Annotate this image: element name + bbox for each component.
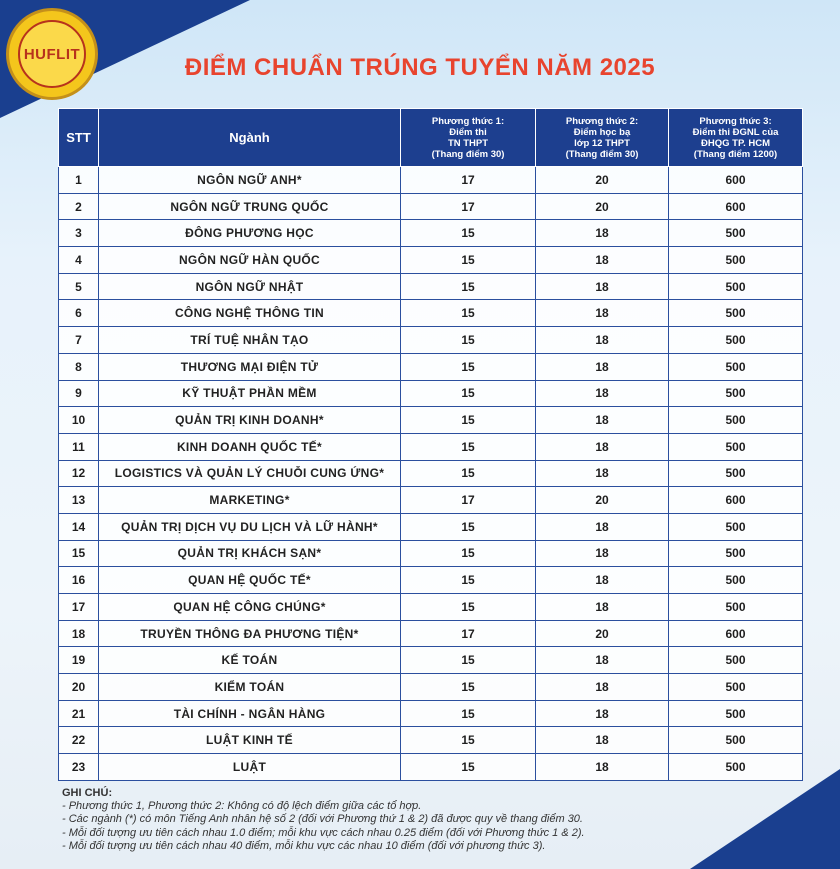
header-pt1-line: Phương thức 1: — [431, 115, 505, 127]
note-item: - Mỗi đối tượng ưu tiên cách nhau 1.0 điểm; mỗi khu vực cách nhau 0.25 điểm (đối với Phương thức 1 & 2). — [62, 826, 585, 839]
stt-cell: 20 — [59, 674, 99, 701]
nganh-cell: QUAN HỆ QUỐC TẾ* — [99, 567, 401, 594]
stt-cell: 19 — [59, 647, 99, 674]
nganh-cell: QUẢN TRỊ DỊCH VỤ DU LỊCH VÀ LỮ HÀNH* — [99, 513, 401, 540]
pt3-cell: 500 — [669, 380, 803, 407]
table-row — [59, 167, 803, 194]
nganh-cell: NGÔN NGỮ HÀN QUỐC — [99, 247, 401, 274]
pt2-cell: 18 — [536, 754, 669, 781]
table-row — [59, 300, 803, 327]
header-pt1-line: Điểm thi — [449, 126, 487, 138]
table-body — [59, 167, 803, 781]
pt2-cell: 18 — [536, 273, 669, 300]
pt3-cell: 500 — [669, 567, 803, 594]
pt2-cell: 20 — [536, 193, 669, 220]
header-phuong-thuc-3 — [669, 109, 803, 167]
stt-cell: 17 — [59, 594, 99, 621]
pt3-cell: 500 — [669, 727, 803, 754]
table-row — [59, 380, 803, 407]
nganh-cell: LUẬT — [99, 754, 401, 781]
pt3-cell: 500 — [669, 327, 803, 354]
pt2-cell: 20 — [536, 167, 669, 194]
pt3-cell: 500 — [669, 513, 803, 540]
note-item: - Mỗi đối tượng ưu tiên cách nhau 40 điểm, mỗi khu vực các nhau 10 điểm (đối với phương thức 3). — [62, 839, 546, 852]
table-row — [59, 353, 803, 380]
pt2-cell: 18 — [536, 353, 669, 380]
stt-cell: 14 — [59, 513, 99, 540]
admission-score-table — [58, 108, 803, 781]
header-phuong-thuc-2 — [536, 109, 669, 167]
pt3-cell: 500 — [669, 353, 803, 380]
pt1-cell: 15 — [401, 300, 536, 327]
pt2-cell: 18 — [536, 460, 669, 487]
stt-cell: 13 — [59, 487, 99, 514]
pt1-cell: 15 — [401, 513, 536, 540]
pt2-cell: 18 — [536, 540, 669, 567]
header-pt2-line: (Thang điểm 30) — [565, 148, 639, 160]
stt-cell: 7 — [59, 327, 99, 354]
pt1-cell: 15 — [401, 460, 536, 487]
pt3-cell: 500 — [669, 407, 803, 434]
note-item: - Phương thức 1, Phương thức 2: Không có độ lệch điểm giữa các tổ hợp. — [62, 800, 422, 813]
pt3-cell: 500 — [669, 647, 803, 674]
pt2-cell: 18 — [536, 567, 669, 594]
pt1-cell: 15 — [401, 380, 536, 407]
pt3-cell: 600 — [669, 193, 803, 220]
header-pt3-line: ĐHQG TP. HCM — [701, 137, 770, 149]
page-title: ĐIỂM CHUẨN TRÚNG TUYỂN NĂM 2025 — [184, 54, 656, 81]
nganh-cell: KINH DOANH QUỐC TẾ* — [99, 433, 401, 460]
pt2-cell: 18 — [536, 407, 669, 434]
pt3-cell: 500 — [669, 300, 803, 327]
nganh-cell: LUẬT KINH TẾ — [99, 727, 401, 754]
nganh-cell: TRUYỀN THÔNG ĐA PHƯƠNG TIỆN* — [99, 620, 401, 647]
table-row — [59, 273, 803, 300]
stt-cell: 10 — [59, 407, 99, 434]
pt3-cell: 500 — [669, 433, 803, 460]
nganh-cell: NGÔN NGỮ NHẬT — [99, 273, 401, 300]
table-row — [59, 193, 803, 220]
stt-cell: 3 — [59, 220, 99, 247]
pt3-cell: 500 — [669, 674, 803, 701]
nganh-cell: QUAN HỆ CÔNG CHÚNG* — [99, 594, 401, 621]
pt1-cell: 15 — [401, 647, 536, 674]
table-row — [59, 433, 803, 460]
stt-cell: 4 — [59, 247, 99, 274]
nganh-cell: NGÔN NGỮ ANH* — [99, 167, 401, 194]
table-row — [59, 220, 803, 247]
nganh-cell: THƯƠNG MẠI ĐIỆN TỬ — [99, 353, 401, 380]
stt-cell: 1 — [59, 167, 99, 194]
pt2-cell: 18 — [536, 300, 669, 327]
pt2-cell: 18 — [536, 327, 669, 354]
header-pt2-line: Phương thức 2: — [565, 115, 639, 127]
pt3-cell: 500 — [669, 594, 803, 621]
pt2-cell: 18 — [536, 220, 669, 247]
pt2-cell: 20 — [536, 487, 669, 514]
pt1-cell: 15 — [401, 407, 536, 434]
stt-cell: 18 — [59, 620, 99, 647]
nganh-cell: KỸ THUẬT PHẦN MỀM — [99, 380, 401, 407]
pt1-cell: 17 — [401, 193, 536, 220]
nganh-cell: NGÔN NGỮ TRUNG QUỐC — [99, 193, 401, 220]
nganh-cell: TÀI CHÍNH - NGÂN HÀNG — [99, 700, 401, 727]
pt2-cell: 18 — [536, 727, 669, 754]
pt1-cell: 17 — [401, 487, 536, 514]
pt1-cell: 15 — [401, 674, 536, 701]
table-row — [59, 727, 803, 754]
pt3-cell: 500 — [669, 460, 803, 487]
corner-decoration-bottom — [690, 769, 840, 869]
pt2-cell: 18 — [536, 594, 669, 621]
pt2-cell: 18 — [536, 433, 669, 460]
stt-cell: 23 — [59, 754, 99, 781]
header-pt3-line: Phương thức 3: — [699, 115, 772, 127]
pt1-cell: 15 — [401, 247, 536, 274]
stt-cell: 5 — [59, 273, 99, 300]
nganh-cell: KIỂM TOÁN — [99, 674, 401, 701]
nganh-cell: CÔNG NGHỆ THÔNG TIN — [99, 300, 401, 327]
table-row — [59, 700, 803, 727]
stt-cell: 8 — [59, 353, 99, 380]
stt-cell: 6 — [59, 300, 99, 327]
pt2-cell: 18 — [536, 380, 669, 407]
stt-cell: 21 — [59, 700, 99, 727]
table-row — [59, 460, 803, 487]
nganh-cell: QUẢN TRỊ KHÁCH SẠN* — [99, 540, 401, 567]
table-row — [59, 540, 803, 567]
header-pt1-line: (Thang điểm 30) — [431, 148, 505, 160]
pt1-cell: 15 — [401, 754, 536, 781]
header-nganh: Ngành — [99, 109, 401, 167]
header-pt1-line: TN THPT — [447, 137, 489, 149]
table-row — [59, 754, 803, 781]
pt3-cell: 500 — [669, 273, 803, 300]
table-row — [59, 620, 803, 647]
pt1-cell: 15 — [401, 594, 536, 621]
nganh-cell: KẾ TOÁN — [99, 647, 401, 674]
stt-cell: 22 — [59, 727, 99, 754]
pt2-cell: 18 — [536, 513, 669, 540]
pt3-cell: 500 — [669, 540, 803, 567]
table-row — [59, 567, 803, 594]
header-pt3-line: Điểm thi ĐGNL của — [692, 126, 779, 138]
table-row — [59, 327, 803, 354]
pt3-cell: 500 — [669, 700, 803, 727]
pt1-cell: 15 — [401, 567, 536, 594]
stt-cell: 15 — [59, 540, 99, 567]
pt2-cell: 18 — [536, 700, 669, 727]
pt1-cell: 15 — [401, 353, 536, 380]
pt3-cell: 600 — [669, 487, 803, 514]
table-row — [59, 247, 803, 274]
table-row — [59, 594, 803, 621]
header-pt2-line: Điểm học bạ — [573, 126, 631, 138]
header-stt: STT — [59, 109, 99, 167]
pt2-cell: 18 — [536, 674, 669, 701]
stt-cell: 16 — [59, 567, 99, 594]
pt3-cell: 500 — [669, 754, 803, 781]
stt-cell: 9 — [59, 380, 99, 407]
pt1-cell: 15 — [401, 273, 536, 300]
pt3-cell: 500 — [669, 220, 803, 247]
table-row — [59, 407, 803, 434]
nganh-cell: QUẢN TRỊ KINH DOANH* — [99, 407, 401, 434]
pt1-cell: 15 — [401, 727, 536, 754]
table-row — [59, 513, 803, 540]
pt1-cell: 15 — [401, 327, 536, 354]
pt2-cell: 20 — [536, 620, 669, 647]
pt1-cell: 15 — [401, 700, 536, 727]
pt2-cell: 18 — [536, 247, 669, 274]
stt-cell: 12 — [59, 460, 99, 487]
pt3-cell: 600 — [669, 620, 803, 647]
header-pt2-line: lớp 12 THPT — [574, 137, 630, 149]
pt2-cell: 18 — [536, 647, 669, 674]
stt-cell: 11 — [59, 433, 99, 460]
header-pt3-line: (Thang điểm 1200) — [693, 148, 778, 160]
pt1-cell: 17 — [401, 620, 536, 647]
pt1-cell: 15 — [401, 433, 536, 460]
pt1-cell: 15 — [401, 540, 536, 567]
nganh-cell: ĐÔNG PHƯƠNG HỌC — [99, 220, 401, 247]
pt1-cell: 15 — [401, 220, 536, 247]
logo-text: HUFLIT — [23, 45, 81, 63]
nganh-cell: LOGISTICS VÀ QUẢN LÝ CHUỖI CUNG ỨNG* — [99, 460, 401, 487]
pt3-cell: 600 — [669, 167, 803, 194]
notes-section — [62, 787, 585, 853]
nganh-cell: MARKETING* — [99, 487, 401, 514]
table-row — [59, 487, 803, 514]
pt3-cell: 500 — [669, 247, 803, 274]
pt1-cell: 17 — [401, 167, 536, 194]
note-item: - Các ngành (*) có môn Tiếng Anh nhân hệ số 2 (đối với Phương thứ 1 & 2) đã được quy về thang điểm 30. — [62, 813, 583, 826]
table-row — [59, 674, 803, 701]
table-row — [59, 647, 803, 674]
stt-cell: 2 — [59, 193, 99, 220]
header-phuong-thuc-1 — [401, 109, 536, 167]
nganh-cell: TRÍ TUỆ NHÂN TẠO — [99, 327, 401, 354]
notes-heading: GHI CHÚ: — [62, 787, 113, 799]
